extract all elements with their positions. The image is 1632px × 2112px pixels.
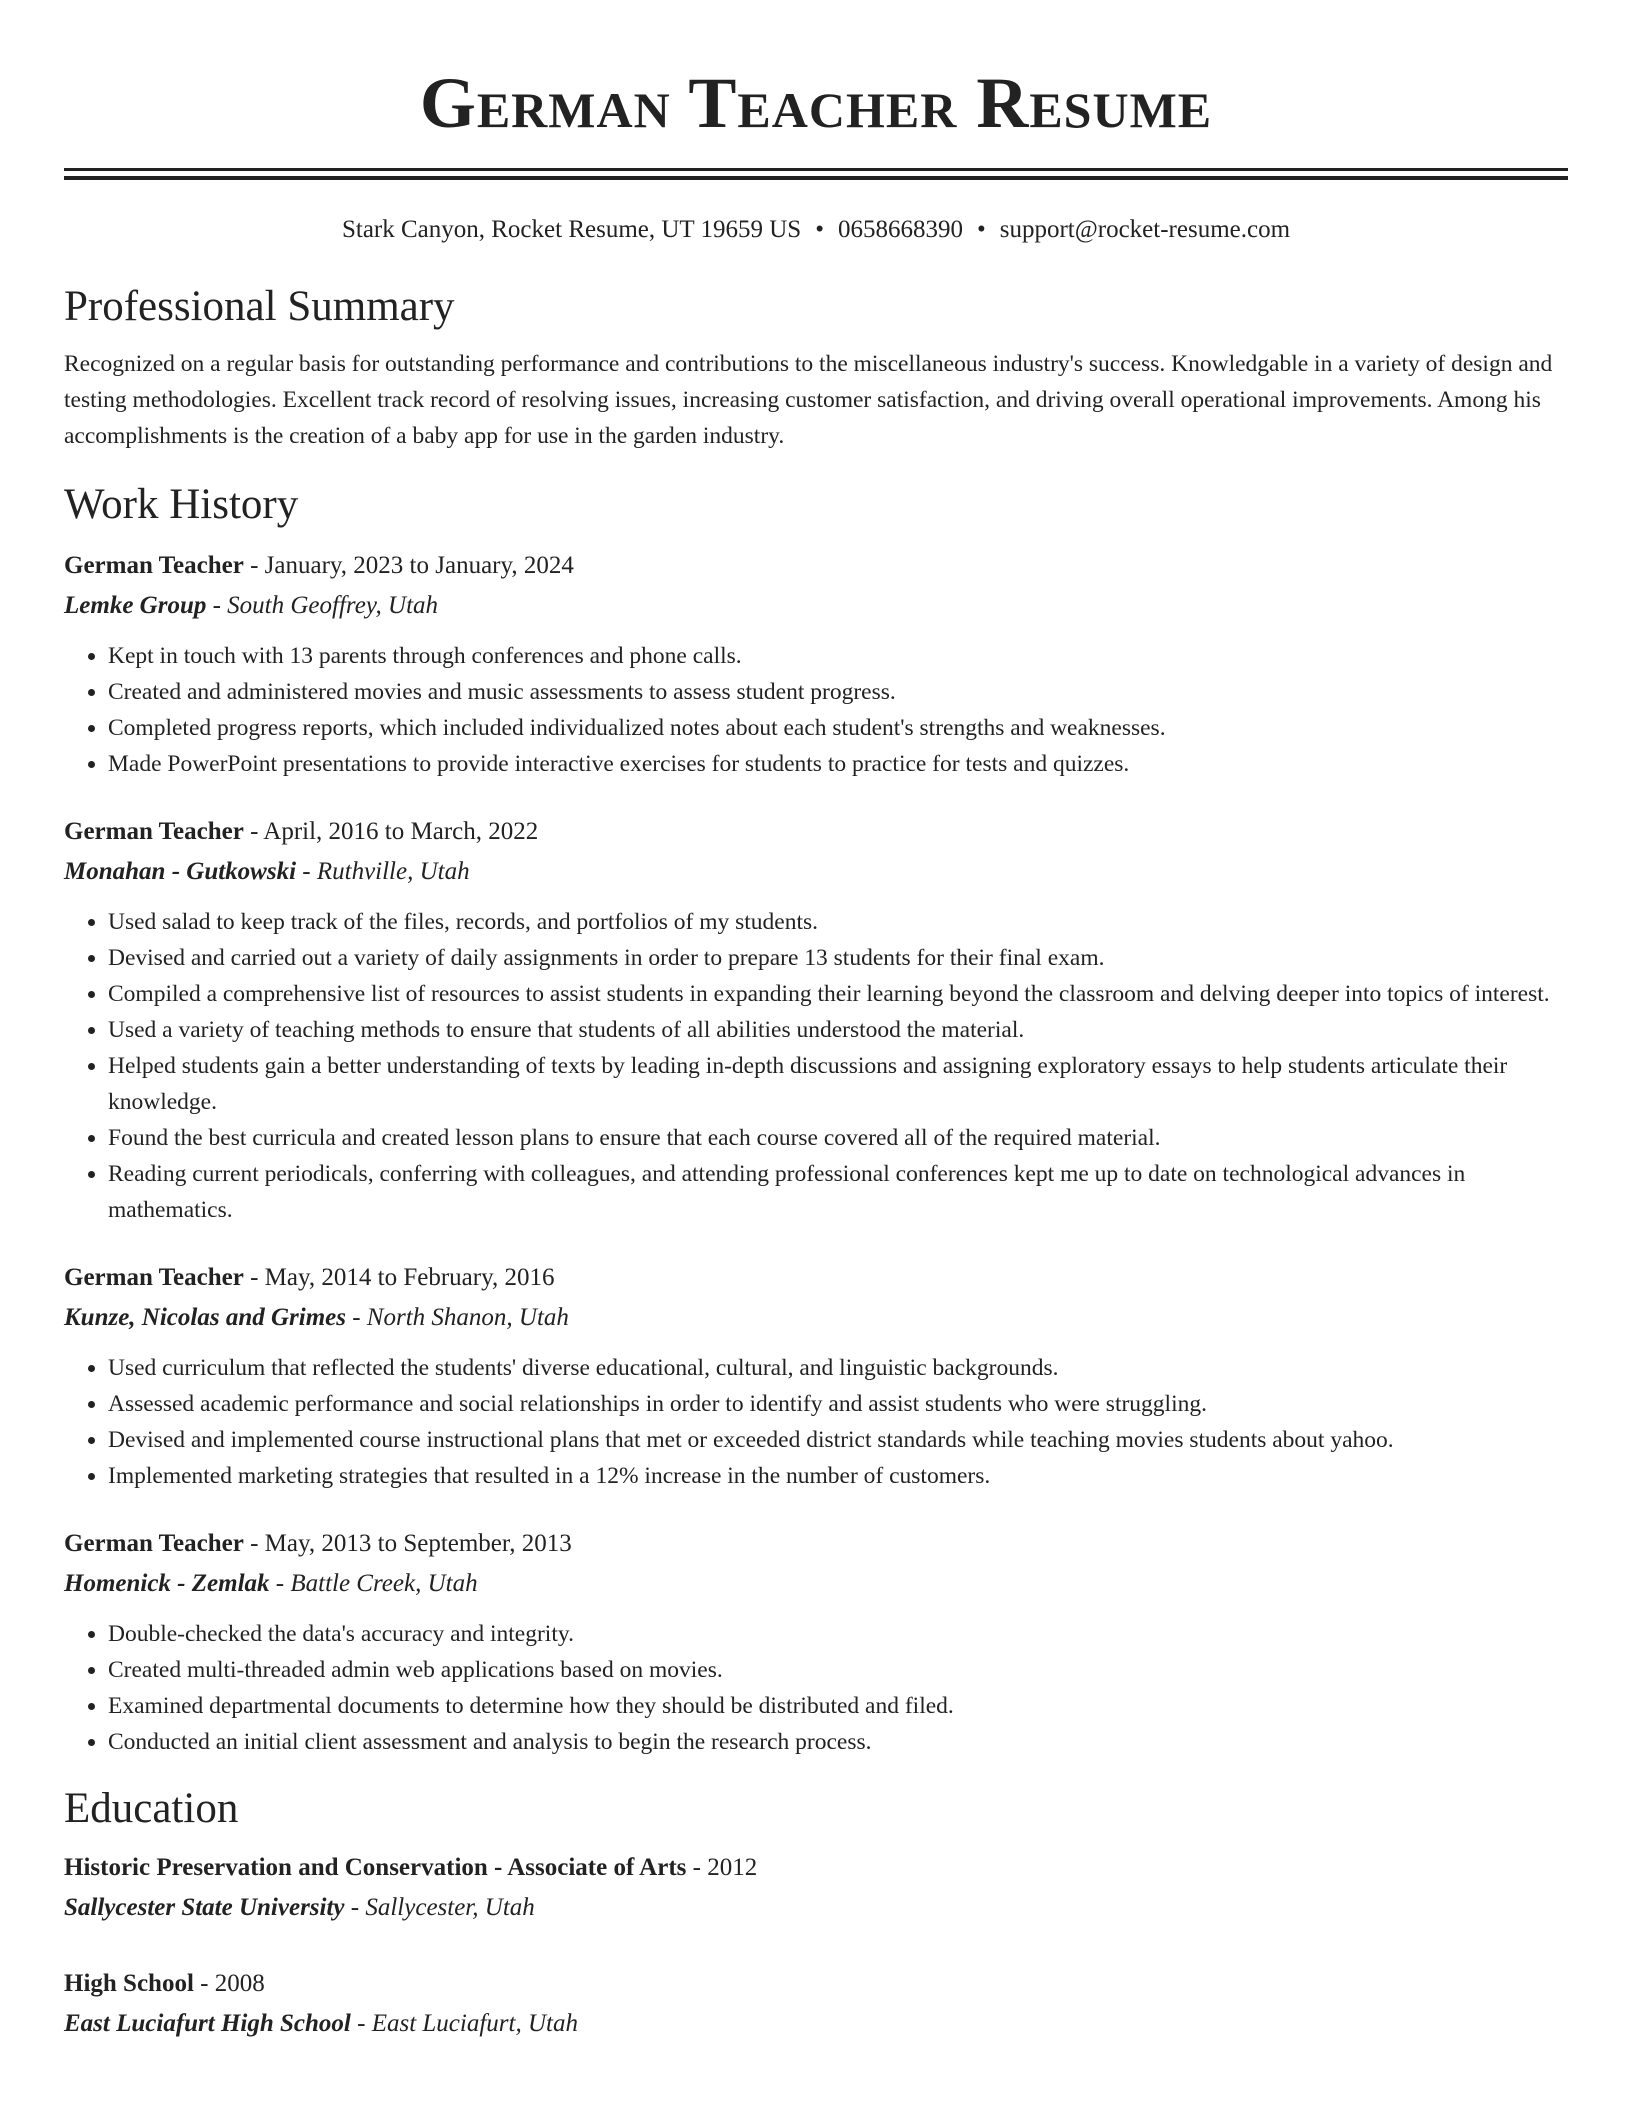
contact-separator: • [976,216,986,243]
job-bullet: • Reading current periodicals, conferring with colleagues, and attending professional conferences kept me up to date on technological advances in mathematics. [108,1156,1568,1228]
job-bullet: • Used a variety of teaching methods to ensure that students of all abilities understood the material. [108,1012,1568,1048]
job-dates: - May, 2014 to February, 2016 [243,1264,555,1291]
resume-page [64,0,1568,2044]
contact-separator: • [815,216,824,243]
job-bullet: • Found the best curricula and created lesson plans to ensure that each course covered all of the required material. [108,1120,1568,1156]
job-bullet: • Created multi-threaded admin web applications based on movies. [108,1652,1568,1688]
contact-email: support@rocket-resume.com [999,216,1291,243]
job-bullet: • Double-checked the data's accuracy and integrity. [108,1616,1568,1652]
job-bullets [64,1350,1568,1494]
job-bullets [64,904,1568,1228]
education-degree-line [64,1964,1568,2004]
job-bullet: • Devised and carried out a variety of daily assignments in order to prepare 13 students for their final exam. [108,940,1568,976]
job-bullet: • Made PowerPoint presentations to provide interactive exercises for students to practice for tests and quizzes. [108,746,1568,782]
education-school-line [64,2004,1568,2044]
job-bullet: • Completed progress reports, which included individualized notes about each student's strengths and weaknesses. [108,710,1568,746]
job-entry [64,546,1568,782]
job-role: German Teacher [64,1264,244,1291]
education-degree: High School [64,1970,194,1997]
work-history-heading: Work History [64,481,299,528]
job-company-line [64,1564,1568,1604]
job-role: German Teacher [64,1530,244,1557]
job-title-line [64,1524,1568,1564]
job-entry [64,812,1568,1228]
education-location: - Sallycester, Utah [344,1894,535,1921]
education-heading: Education [64,1785,239,1832]
job-location: - Battle Creek, Utah [269,1570,478,1597]
job-company: Kunze, Nicolas and Grimes [64,1304,346,1331]
job-bullet: • Used salad to keep track of the files, records, and portfolios of my students. [108,904,1568,940]
header-divider-top [64,168,1568,171]
job-role: German Teacher [64,818,244,845]
job-entry [64,1258,1568,1494]
education-school: East Luciafurt High School [64,2010,351,2037]
job-bullet: • Implemented marketing strategies that resulted in a 12% increase in the number of customers. [108,1458,1568,1494]
resume-title: German Teacher Resume [419,63,1213,143]
job-bullet: • Devised and implemented course instructional plans that met or exceeded district standards while teaching movies students about yahoo. [108,1422,1568,1458]
job-company: Monahan - Gutkowski [64,858,297,885]
job-bullet: • Examined departmental documents to determine how they should be distributed and filed. [108,1688,1568,1724]
job-bullet: • Assessed academic performance and social relationships in order to identify and assist students who were struggling. [108,1386,1568,1422]
job-dates: - January, 2023 to January, 2024 [243,552,574,579]
contact-address: Stark Canyon, Rocket Resume, UT 19659 US [341,216,802,243]
summary-heading: Professional Summary [64,283,455,330]
education-degree: Historic Preservation and Conservation - Associate of Arts [64,1854,687,1881]
job-company: Homenick - Zemlak [64,1570,270,1597]
education-school-line [64,1888,1568,1928]
job-location: - North Shanon, Utah [345,1304,569,1331]
job-bullet: • Used curriculum that reflected the students' diverse educational, cultural, and linguistic backgrounds. [108,1350,1568,1386]
job-bullet: • Conducted an initial client assessment and analysis to begin the research process. [108,1724,1568,1760]
job-bullet: • Kept in touch with 13 parents through conferences and phone calls. [108,638,1568,674]
job-company: Lemke Group [64,592,207,619]
job-location: - South Geoffrey, Utah [206,592,439,619]
job-dates: - April, 2016 to March, 2022 [243,818,539,845]
job-title-line [64,546,1568,586]
education-entry [64,1964,1568,2044]
job-company-line [64,586,1568,626]
job-dates: - May, 2013 to September, 2013 [243,1530,572,1557]
contact-line [64,214,1568,246]
contact-phone: 0658668390 [837,216,963,243]
education-location: - East Luciafurt, Utah [350,2010,578,2037]
education-entry [64,1848,1568,1928]
summary-text: Recognized on a regular basis for outstanding performance and contributions to the miscellaneous industry's success. Knowledgable in a variety of design and testing methodologies. Excellent track record of resolving issues, increasing customer satisfaction, and driving overall operational improvements. Among his accomplishments is the creation of a baby app for use in the garden industry. [64,351,1553,449]
job-bullet: • Created and administered movies and music assessments to assess student progress. [108,674,1568,710]
job-role: German Teacher [64,552,244,579]
job-title-line [64,812,1568,852]
education-school: Sallycester State University [64,1894,345,1921]
education-degree-line [64,1848,1568,1888]
job-bullet: • Helped students gain a better understanding of texts by leading in-depth discussions and assigning exploratory essays to help students articulate their knowledge. [108,1048,1568,1120]
education-year: - 2012 [686,1854,758,1881]
education-year: - 2008 [193,1970,265,1997]
job-bullets [64,1616,1568,1760]
job-company-line [64,852,1568,892]
job-company-line [64,1298,1568,1338]
job-entry [64,1524,1568,1760]
job-bullets [64,638,1568,782]
job-bullet: • Compiled a comprehensive list of resources to assist students in expanding their learning beyond the classroom and delving deeper into topics of interest. [108,976,1568,1012]
header-divider-bottom [64,176,1568,180]
job-location: - Ruthville, Utah [296,858,470,885]
job-title-line [64,1258,1568,1298]
